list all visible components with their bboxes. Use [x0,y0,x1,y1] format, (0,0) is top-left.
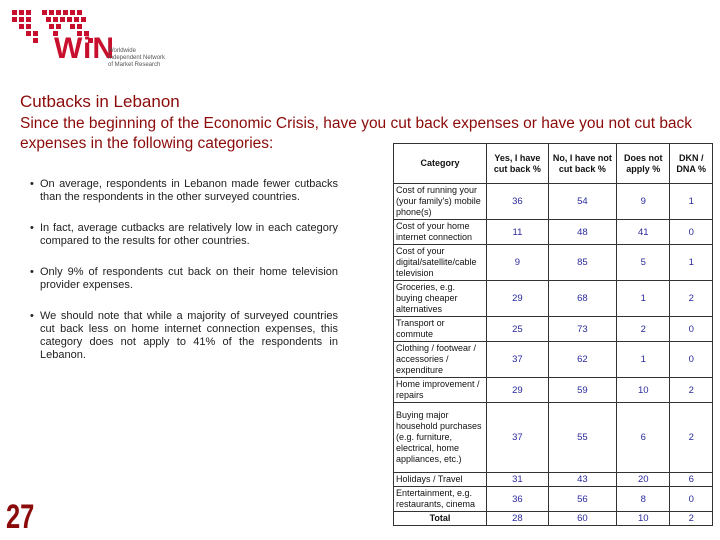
table-row [394,220,713,245]
logo-tagline: Worldwide Independent Network of Market Research [108,48,166,68]
total-label: Total [394,512,487,526]
table-row [394,245,713,281]
bullet-item: • On average, respondents in Lebanon made fewer cutbacks than the respondents in the other surveyed countries. [30,178,338,204]
total-dkn-dna: 2 [670,512,713,526]
row-category: Cost of your home internet connection [394,220,487,245]
table-row [394,184,713,220]
cell-no: 48 [548,220,616,245]
cell-dkn-dna: 0 [670,317,713,342]
table-header-row [394,144,713,184]
table-row [394,317,713,342]
table-row [394,403,713,473]
table-row [394,342,713,378]
table-row [394,281,713,317]
cell-no: 59 [548,378,616,403]
cell-yes: 25 [487,317,549,342]
cell-dkn-dna: 0 [670,487,713,512]
row-category: Holidays / Travel [394,473,487,487]
cell-does-not-apply: 5 [617,245,670,281]
cell-no: 54 [548,184,616,220]
cell-no: 55 [548,403,616,473]
cell-does-not-apply: 6 [617,403,670,473]
win-logo [8,6,178,68]
logo-wordmark: WiN [54,32,116,65]
bullet-list [30,178,338,380]
cell-yes: 31 [487,473,549,487]
cell-does-not-apply: 10 [617,378,670,403]
total-no: 60 [548,512,616,526]
cell-yes: 36 [487,184,549,220]
cell-does-not-apply: 1 [617,281,670,317]
cell-yes: 29 [487,378,549,403]
row-category: Transport or commute [394,317,487,342]
total-yes: 28 [487,512,549,526]
page-number: 27 [6,498,35,536]
total-does-not-apply: 10 [617,512,670,526]
cell-no: 62 [548,342,616,378]
table-row [394,378,713,403]
cell-does-not-apply: 41 [617,220,670,245]
cell-no: 43 [548,473,616,487]
slide-subtitle: Since the beginning of the Economic Crisis, have you cut back expenses or have you not cut back expenses in the following categories: [20,115,693,152]
cell-dkn-dna: 2 [670,378,713,403]
bullet-item: • Only 9% of respondents cut back on their home television provider expenses. [30,266,338,292]
cell-no: 85 [548,245,616,281]
row-category: Groceries, e.g. buying cheaper alternatives [394,281,487,317]
cell-dkn-dna: 0 [670,342,713,378]
cell-yes: 37 [487,403,549,473]
bullet-item: • In fact, average cutbacks are relatively low in each category compared to the results for other countries. [30,222,338,248]
header-does-not-apply: Does not apply % [617,144,670,184]
cell-yes: 9 [487,245,549,281]
table-total-row [394,512,713,526]
header-category: Category [394,144,487,184]
row-category: Buying major household purchases (e.g. furniture, electrical, home appliances, etc.) [394,403,487,473]
cell-no: 56 [548,487,616,512]
cell-dkn-dna: 2 [670,403,713,473]
bullet-item: • We should note that while a majority of surveyed countries cut back less on home internet connection expenses, this category does not apply to 41% of the respondents in Lebanon. [30,310,338,362]
row-category: Home improvement / repairs [394,378,487,403]
cell-does-not-apply: 8 [617,487,670,512]
cell-dkn-dna: 1 [670,184,713,220]
slide-title: Cutbacks in Lebanon [20,92,180,111]
cell-yes: 11 [487,220,549,245]
cell-dkn-dna: 2 [670,281,713,317]
table-row [394,487,713,512]
cell-yes: 37 [487,342,549,378]
row-category: Cost of your digital/satellite/cable television [394,245,487,281]
header-dkn-dna: DKN / DNA % [670,144,713,184]
cell-does-not-apply: 1 [617,342,670,378]
header-no: No, I have not cut back % [548,144,616,184]
cell-dkn-dna: 0 [670,220,713,245]
cell-no: 73 [548,317,616,342]
cell-does-not-apply: 2 [617,317,670,342]
row-category: Entertainment, e.g. restaurants, cinema [394,487,487,512]
cell-no: 68 [548,281,616,317]
cell-yes: 36 [487,487,549,512]
cutbacks-table [393,143,713,526]
row-category: Clothing / footwear / accessories / expenditure [394,342,487,378]
cell-dkn-dna: 6 [670,473,713,487]
table-row [394,473,713,487]
cell-does-not-apply: 20 [617,473,670,487]
row-category: Cost of running your (your family's) mobile phone(s) [394,184,487,220]
cell-yes: 29 [487,281,549,317]
cell-does-not-apply: 9 [617,184,670,220]
header-yes: Yes, I have cut back % [487,144,549,184]
cell-dkn-dna: 1 [670,245,713,281]
